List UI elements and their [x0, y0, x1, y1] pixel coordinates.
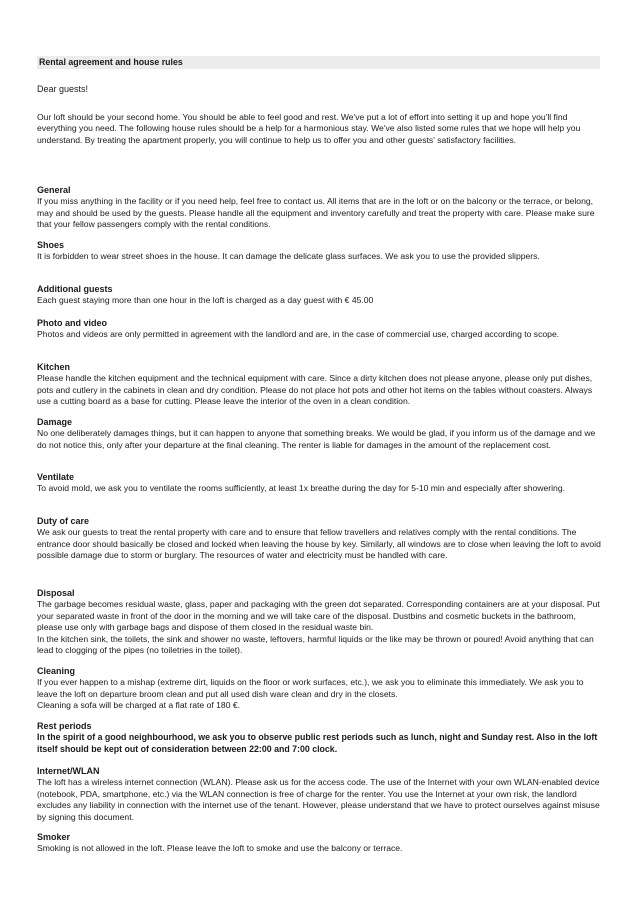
- section-text: The loft has a wireless internet connection (WLAN). Please ask us for the access code. The use of the Internet with your own WLAN-enabled device (notebook, PDA, smartphone, etc.) via the WLAN connection is free of charge for the renter. You use the Internet at your own risk, the landlord excludes any liability in connection with the internet use of the tenant. However, please understand that we have to protect ourselves against misuse by signing this document.: [37, 777, 600, 822]
- intro-paragraph: Our loft should be your second home. You should be able to feel good and rest. We've put a lot of effort into setting it up and hope you'll find everything you need. The following house rules should be a help for a harmonious stay. We've also listed some rules that we hope will help you understand. By treating the apartment properly, you will continue to help us to offer you and other guests' satisfactory facilities.: [37, 112, 581, 145]
- document-title: Rental agreement and house rules: [39, 57, 183, 67]
- section-general: [37, 185, 602, 231]
- section-heading: Internet/WLAN: [37, 766, 100, 776]
- section-ventilate: [37, 472, 602, 495]
- section-heading: Shoes: [37, 240, 65, 250]
- section-kitchen: [37, 362, 602, 408]
- section-text: To avoid mold, we ask you to ventilate the rooms sufficiently, at least 1x breathe during the day for 5-10 min and especially after showering.: [37, 483, 566, 494]
- section-duty-of-care: [37, 516, 602, 562]
- section-heading: General: [37, 185, 71, 195]
- section-text: Photos and videos are only permitted in agreement with the landlord and are, in the case of commercial use, charged according to scope.: [37, 329, 560, 340]
- title-bar: [37, 56, 600, 69]
- section-heading: Disposal: [37, 588, 75, 598]
- section-internet-wlan: [37, 766, 602, 823]
- section-heading: Ventilate: [37, 472, 75, 482]
- section-heading: Kitchen: [37, 362, 71, 372]
- section-text: Smoking is not allowed in the loft. Please leave the loft to smoke and use the balcony or terrace.: [37, 843, 403, 854]
- section-text: No one deliberately damages things, but it can happen to anyone that something breaks. We would be glad, if you inform us of the damage and we do not notice this, only after your departure at the final cleaning. The renter is liable for damages in the amount of the replacement cost.: [37, 428, 596, 450]
- section-text: Please handle the kitchen equipment and the technical equipment with care. Since a dirty kitchen does not please anyone, please only put dishes, pots and cutlery in the cabinets in clean and dry condition. Please do not place hot pots and other hot items on the tables without coasters. Always use a cutting board as a base for cutting. Please leave the interior of the oven in a clean condition.: [37, 373, 593, 407]
- section-heading: Photo and video: [37, 318, 108, 328]
- section-text: The garbage becomes residual waste, glass, paper and packaging with the green dot separated. Corresponding containers are at your disposal. Put your separated waste in front of the door in the morning and we will take care of the disposal. Dustbins and cosmetic buckets in the bathroom, please use only with garbage bags and dispose of them closed in the residual waste bin.: [37, 599, 600, 633]
- section-rest-periods: [37, 721, 602, 755]
- section-text: It is forbidden to wear street shoes in the house. It can damage the delicate glass surfaces. We ask you to use the provided slippers.: [37, 251, 540, 262]
- section-text: Each guest staying more than one hour in the loft is charged as a day guest with € 45.00: [37, 295, 374, 306]
- section-text: We ask our guests to treat the rental property with care and to ensure that fellow travellers and relatives comply with the rental conditions. The entrance door should basically be closed and locked when leaving the house by key. Similarly, all windows are to close when leaving the loft to avoid possible damage due to storm or burglary. The resources of water and electricity must be handled with care.: [37, 527, 601, 561]
- section-text: In the spirit of a good neighbourhood, we ask you to observe public rest periods such as lunch, night and Sunday rest. Also in the loft itself should be kept out of consideration between 22:00 and 7:00 clock.: [37, 732, 598, 754]
- section-heading: Damage: [37, 417, 73, 427]
- section-heading: Duty of care: [37, 516, 90, 526]
- section-damage: [37, 417, 602, 451]
- greeting: Dear guests!: [37, 84, 89, 94]
- section-cleaning: [37, 666, 602, 712]
- section-text: If you ever happen to a mishap (extreme dirt, liquids on the floor or work surfaces, etc.), we ask you to eliminate this immediately. We ask you to leave the loft on departure broom clean and put all used dish ware clean and dry in the closets.: [37, 677, 584, 699]
- section-heading: Rest periods: [37, 721, 92, 731]
- section-text: If you miss anything in the facility or if you need help, feel free to contact us. All items that are in the loft or on the balcony or the terrace, or belong, may and should be used by the guests. Please handle all the equipment and inventory carefully and treat the property with care. Please make sure that your fellow passengers comply with the rental conditions.: [37, 196, 595, 230]
- section-text-continued: Cleaning a sofa will be charged at a flat rate of 180 €.: [37, 700, 241, 711]
- section-heading: Smoker: [37, 832, 71, 842]
- section-heading: Cleaning: [37, 666, 76, 676]
- section-additional-guests: [37, 284, 602, 307]
- section-shoes: [37, 240, 602, 263]
- section-heading: Additional guests: [37, 284, 113, 294]
- section-disposal: [37, 588, 602, 656]
- section-text-continued: In the kitchen sink, the toilets, the sink and shower no waste, leftovers, harmful liquids or the like may be thrown or poured! Avoid anything that can lead to clogging of the pipes (no toiletries in the toilet).: [37, 633, 594, 656]
- section-photo-video: [37, 318, 602, 341]
- section-smoker: [37, 832, 602, 855]
